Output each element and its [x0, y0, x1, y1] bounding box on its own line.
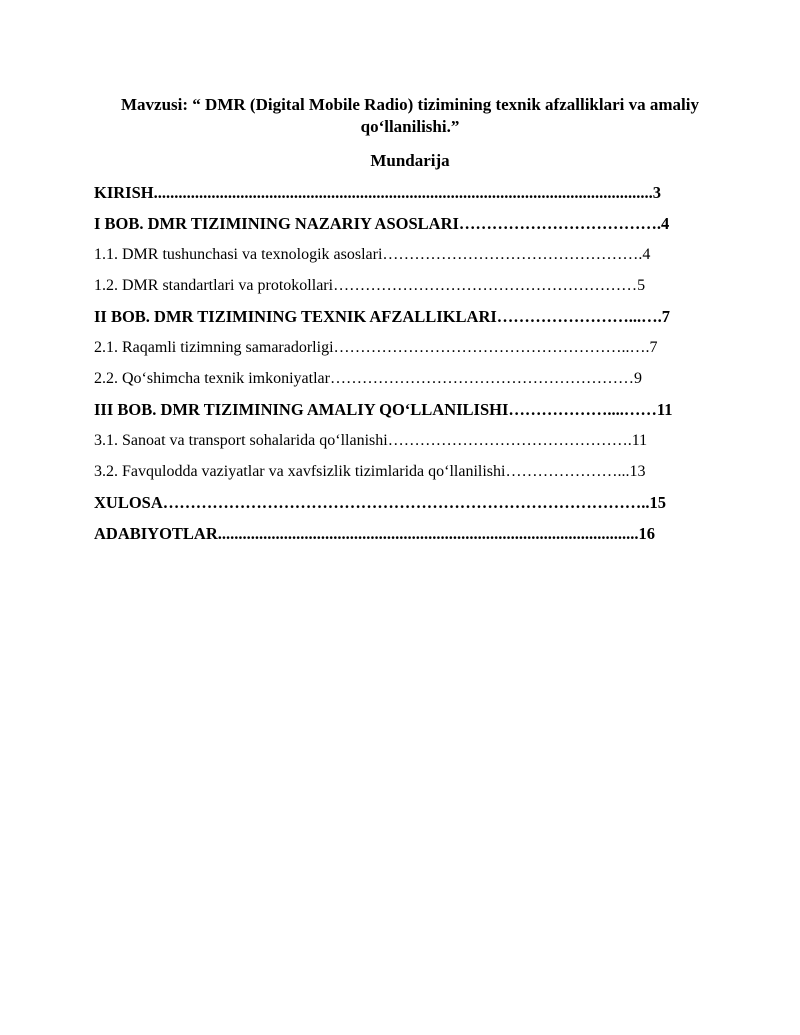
toc-heading: Mundarija [370, 151, 450, 170]
toc-entry-section-3-2: 3.2. Favqulodda vaziyatlar va xavfsizlik tizimlarida qo‘llanilishi…………………...13 [94, 463, 646, 480]
toc-entry-chapter-3: III BOB. DMR TIZIMINING AMALIY QO‘LLANILISHI………………....……11 [94, 400, 673, 419]
toc-entry-section-3-1: 3.1. Sanoat va transport sohalarida qo‘llanishi……………………………………….11 [94, 432, 648, 449]
toc-entry-section-1-2: 1.2. DMR standartlari va protokollari…………………………………………………5 [94, 277, 646, 294]
toc-entry-xulosa: XULOSA……………………………………………………………………………..15 [94, 493, 667, 512]
table-of-contents [94, 182, 734, 554]
toc-entry-chapter-1: I BOB. DMR TIZIMINING NAZARIY ASOSLARI……………………………….4 [94, 214, 670, 233]
toc-entry-kirish: KIRISH.........................................................................................................................3 [94, 183, 661, 202]
document-title: Mavzusi: “ DMR (Digital Mobile Radio) tizimining texnik afzalliklari va amaliy qo‘llanilishi.” [121, 95, 699, 136]
toc-entry-section-1-1: 1.1. DMR tushunchasi va texnologik asoslari………………………………………….4 [94, 246, 651, 263]
toc-entry-section-2-2: 2.2. Qo‘shimcha texnik imkoniyatlar…………………………………………………9 [94, 370, 642, 387]
toc-entry-adabiyotlar: ADABIYOTLAR......................................................................................................16 [94, 524, 656, 543]
toc-entry-section-2-1: 2.1. Raqamli tizimning samaradorligi………………………………………………..….7 [94, 339, 658, 356]
toc-entry-chapter-2: II BOB. DMR TIZIMINING TEXNIK AFZALLIKLARI……………………...….7 [94, 307, 671, 326]
